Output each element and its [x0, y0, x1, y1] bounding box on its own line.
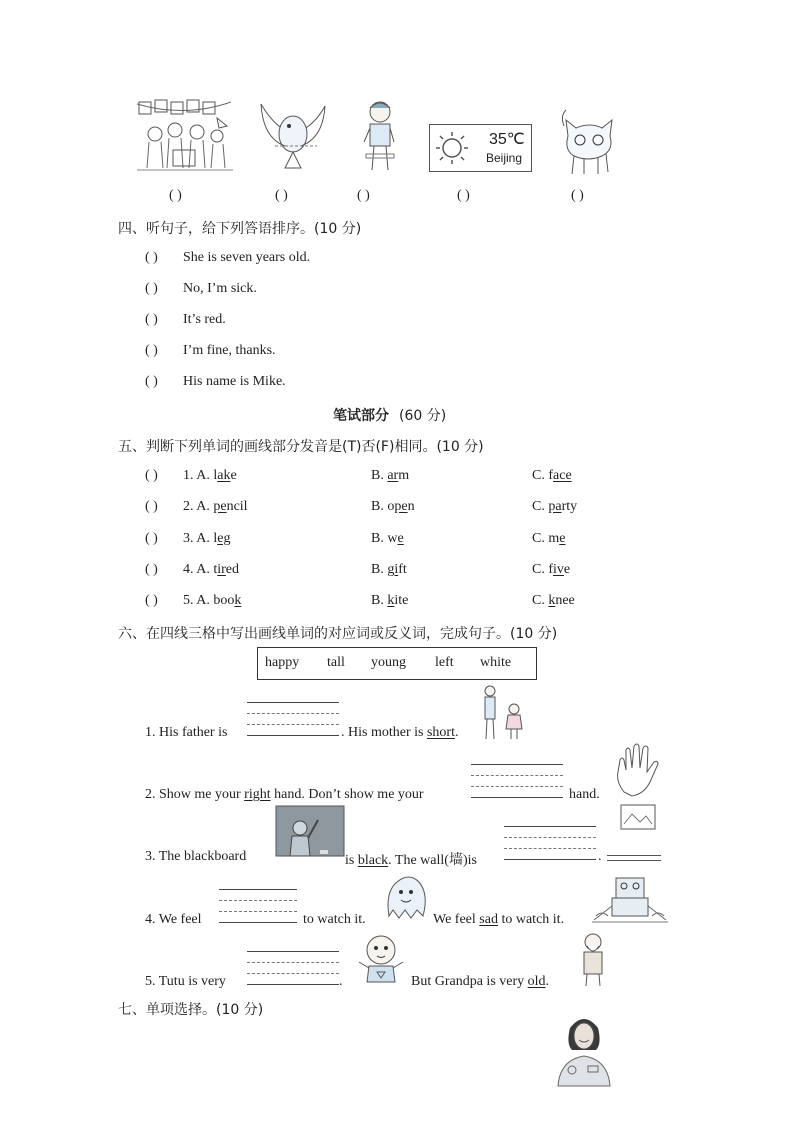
writing-lines-4[interactable]	[219, 889, 297, 923]
weather-city: Beijing	[486, 151, 523, 165]
underlined-part: ace	[553, 468, 572, 483]
weather-temperature: 35℃	[489, 131, 525, 148]
picture-answer-1[interactable]: ( )	[169, 188, 182, 203]
option-c	[532, 468, 572, 484]
word-part: m	[398, 468, 410, 483]
list-item: I’m fine, thanks.	[183, 343, 276, 358]
picture-answer-2[interactable]: ( )	[275, 188, 288, 203]
word-part: ed	[225, 562, 240, 577]
underlined-part: ak	[217, 468, 231, 483]
list-item: It’s red.	[183, 312, 226, 327]
list-item: No, I’m sick.	[183, 281, 257, 296]
underlined-part: gi	[387, 562, 399, 577]
option-c	[532, 531, 565, 547]
sentence-2-end: hand.	[569, 787, 600, 802]
sentence-4-start: 4. We feel	[145, 912, 202, 927]
item-number: 5. A.	[183, 593, 210, 608]
baby-picture	[357, 932, 405, 990]
underlined-part: pe	[213, 499, 227, 514]
list-item: His name is Mike.	[183, 374, 286, 389]
word-bank-item: young	[371, 655, 406, 670]
sentence-text: is	[345, 853, 355, 868]
robot-picture	[592, 872, 668, 924]
writing-lines-5[interactable]	[247, 951, 339, 985]
answer-paren[interactable]: ( )	[145, 374, 158, 389]
answer-paren[interactable]: ( )	[145, 250, 158, 265]
option-b	[371, 499, 415, 515]
word-part: l	[213, 531, 218, 546]
weather-card	[429, 124, 532, 172]
option-a	[183, 531, 230, 547]
sentence-end: .	[454, 725, 459, 740]
word-part: nee	[555, 593, 575, 608]
option-c	[532, 562, 570, 578]
underlined-part: k	[387, 593, 395, 608]
word-part: e	[563, 562, 571, 577]
option-a	[183, 468, 237, 484]
sick-boy-picture	[360, 98, 400, 176]
answer-paren[interactable]: ( )	[145, 593, 158, 608]
answer-paren[interactable]: ( )	[145, 343, 158, 358]
option-label: B.	[371, 562, 384, 577]
writing-lines-2[interactable]	[471, 764, 563, 798]
sentence-3-middle	[345, 849, 477, 869]
sentence-3-start: 3. The blackboard	[145, 849, 247, 864]
section6-title: 六、在四线三格中写出画线单词的对应词或反义词，完成句子。(10 分)	[118, 626, 558, 642]
option-a	[183, 562, 239, 578]
underlined-part: e	[397, 531, 404, 546]
word-part: f	[548, 562, 554, 577]
word-part: o	[387, 499, 395, 514]
word-part: ft	[398, 562, 407, 577]
option-label: B.	[371, 468, 384, 483]
sentence-text: 2. Show me your	[145, 787, 241, 802]
sentence-text: . His mother is	[341, 725, 424, 740]
option-c	[532, 499, 577, 515]
underlined-part: iv	[553, 562, 564, 577]
item-number: 1. A.	[183, 468, 210, 483]
written-part-heading	[333, 405, 446, 425]
ghost-picture	[383, 872, 429, 922]
option-a	[183, 499, 248, 515]
answer-paren[interactable]: ( )	[145, 562, 158, 577]
section7-title: 七、单项选择。(10 分)	[118, 1002, 264, 1018]
option-c	[532, 593, 575, 609]
section5-title: 五、判断下列单词的画线部分发音是(T)否(F)相同。(10 分)	[118, 439, 484, 455]
option-label: B.	[371, 593, 384, 608]
answer-paren[interactable]: ( )	[145, 499, 158, 514]
word-part: n	[407, 499, 415, 514]
underlined-part: k	[234, 593, 242, 608]
word-part: ncil	[226, 499, 248, 514]
word-part: t	[213, 562, 218, 577]
underlined-part: pa	[548, 499, 562, 514]
party-picture	[135, 98, 235, 174]
table-row	[145, 499, 625, 519]
underlined-part: k	[548, 593, 556, 608]
option-label: C.	[532, 468, 545, 483]
kite-picture	[255, 98, 331, 178]
sentence-text: hand. Don’t show me your	[270, 787, 424, 802]
picture-answer-5[interactable]: ( )	[571, 188, 584, 203]
word-part: f	[548, 468, 554, 483]
hand-picture	[610, 742, 666, 798]
option-label: C.	[532, 531, 545, 546]
answer-paren[interactable]: ( )	[145, 468, 158, 483]
item-number: 4. A.	[183, 562, 210, 577]
word-part: ite	[394, 593, 409, 608]
answer-paren[interactable]: ( )	[145, 531, 158, 546]
astronaut-picture	[552, 1010, 616, 1086]
grandpa-picture	[578, 932, 608, 988]
sentence-5-period: .	[339, 974, 343, 989]
underlined-word: short	[426, 725, 455, 740]
word-part: e	[230, 468, 237, 483]
sentence-2-start	[145, 787, 424, 803]
item-number: 2. A.	[183, 499, 210, 514]
blackboard-picture	[276, 806, 344, 860]
word-bank-item: left	[435, 655, 454, 670]
option-label: C.	[532, 499, 545, 514]
underlined-word: right	[244, 787, 271, 802]
sun-icon	[434, 130, 470, 166]
option-b	[371, 531, 404, 547]
word-part: l	[213, 468, 218, 483]
sentence-4-middle-2	[433, 912, 564, 928]
sentence-5-start: 5. Tutu is very	[145, 974, 226, 989]
option-b	[371, 468, 409, 484]
picture-answer-3[interactable]: ( )	[357, 188, 370, 203]
word-bank	[257, 647, 537, 680]
word-part: rty	[561, 499, 578, 514]
option-b	[371, 593, 408, 609]
list-item: She is seven years old.	[183, 250, 311, 265]
option-b	[371, 562, 407, 578]
sentence-text: We feel	[433, 912, 476, 927]
sentence-text: . The wall(墙)is	[388, 853, 477, 868]
sentence-text: to watch it.	[501, 912, 565, 927]
underlined-word: black	[357, 853, 389, 868]
underlined-word: old	[527, 974, 546, 989]
table-row	[145, 593, 625, 613]
decorative-double-line	[607, 855, 661, 861]
section4-title: 四、听句子，给下列答语排序。(10 分)	[118, 221, 362, 237]
option-a	[183, 593, 241, 609]
word-part: boo	[213, 593, 235, 608]
item-number: 3. A.	[183, 531, 210, 546]
word-part: w	[387, 531, 398, 546]
underlined-part: e	[559, 531, 566, 546]
table-row	[145, 531, 625, 551]
underlined-part: pe	[394, 499, 408, 514]
table-row	[145, 468, 625, 488]
option-label: B.	[371, 499, 384, 514]
cat-picture	[560, 106, 624, 178]
word-bank-item: white	[480, 655, 512, 670]
sentence-end: .	[545, 974, 550, 989]
writing-lines-3[interactable]	[504, 826, 596, 860]
sentence-4-middle: to watch it.	[303, 912, 366, 927]
answer-paren[interactable]: ( )	[145, 312, 158, 327]
wall-picture-icon	[620, 804, 656, 830]
sentence-1-middle	[341, 725, 458, 741]
underlined-part: ir	[217, 562, 226, 577]
written-part-title: 笔试部分	[333, 408, 389, 424]
option-label: B.	[371, 531, 384, 546]
sentence-5-middle	[411, 974, 549, 990]
underlined-word: sad	[479, 912, 498, 927]
picture-answer-4[interactable]: ( )	[457, 188, 470, 203]
option-label: C.	[532, 562, 545, 577]
answer-paren[interactable]: ( )	[145, 281, 158, 296]
sentence-3-end: .	[598, 849, 602, 864]
written-part-score: (60 分)	[399, 408, 447, 424]
underlined-part: ar	[387, 468, 399, 483]
word-bank-item: tall	[327, 655, 345, 670]
word-part: m	[548, 531, 560, 546]
father-mother-picture	[478, 683, 526, 741]
table-row	[145, 562, 625, 582]
sentence-text: But Grandpa is very	[411, 974, 525, 989]
word-bank-item: happy	[265, 655, 300, 670]
sentence-1-start: 1. His father is	[145, 725, 228, 740]
writing-lines-1[interactable]	[247, 702, 339, 736]
option-label: C.	[532, 593, 545, 608]
underlined-part: eg	[217, 531, 231, 546]
